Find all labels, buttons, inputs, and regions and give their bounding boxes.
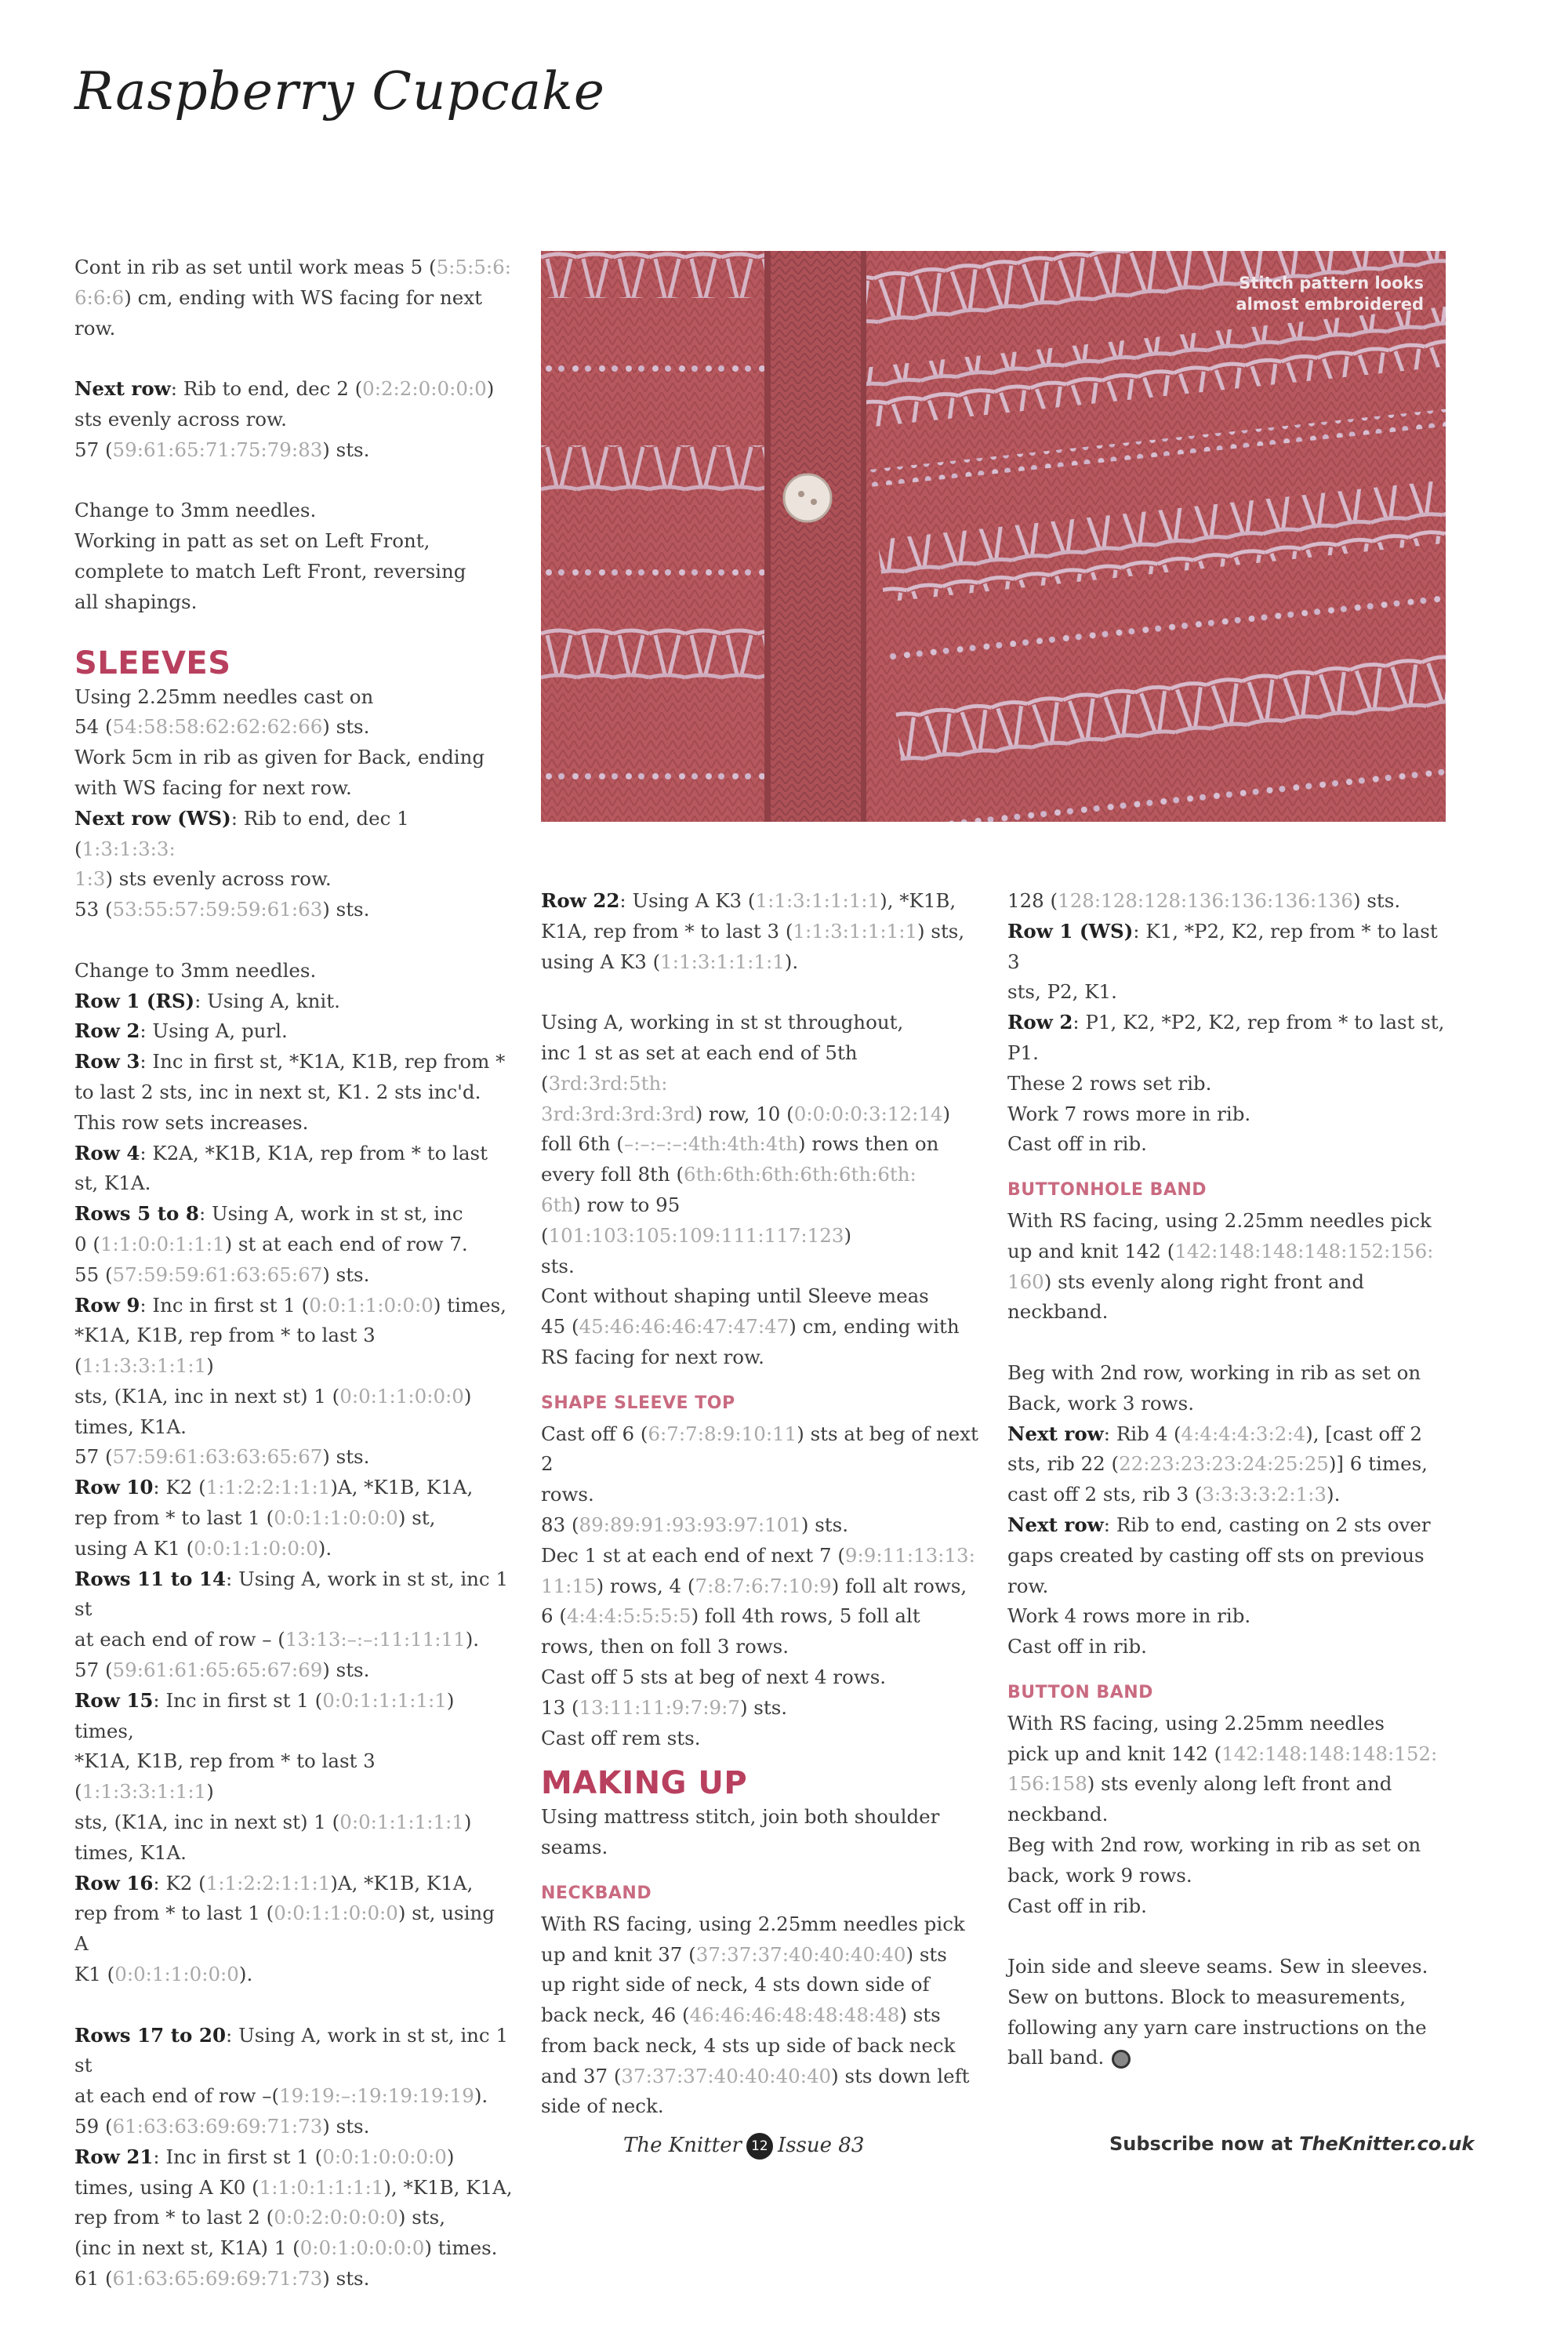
bold-label: Row 3 (74, 1050, 140, 1073)
bold-label: Row 2 (74, 1019, 140, 1043)
size-values: 1:1:0:1:1:1:1 (259, 2175, 384, 2199)
size-values: 0:0:1:1:0:0:0 (339, 1384, 464, 1408)
size-values: 142:148:148:148:152:156: (1174, 1239, 1434, 1262)
bold-label: Row 1 (RS) (74, 989, 195, 1012)
size-values: 1:3 (74, 867, 106, 891)
size-values: 59:61:65:71:75:79:83 (112, 438, 323, 461)
size-values: 11:15 (541, 1574, 597, 1597)
size-values: 13:13:–:–:11:11:11 (285, 1628, 466, 1651)
paragraph: Next row: Rib to end, dec 2 (0:2:2:0:0:0:0) sts evenly across row. 57 (59:61:65:71:75:79:83) sts. (74, 377, 495, 461)
photo-caption (1236, 273, 1424, 315)
page-title: Raspberry Cupcake (74, 61, 605, 122)
caption-line: Stitch pattern looks (1239, 274, 1424, 292)
size-values: 6:6:6 (74, 285, 125, 309)
paragraph: Change to 3mm needles. Working in patt as set on Left Front, complete to match Left Front, reversing all shapings. (74, 499, 466, 613)
size-values: 37:37:37:40:40:40:40 (621, 2064, 832, 2087)
bold-label: Next row (WS) (74, 806, 231, 830)
size-values: 0:0:1:0:0:0:0 (322, 2145, 447, 2168)
bold-label: Rows 5 to 8 (74, 1202, 199, 1226)
bold-label: Rows 17 to 20 (74, 2023, 227, 2047)
size-values: 61:63:63:69:69:71:73 (112, 2115, 323, 2138)
paragraph: Using mattress stitch, join both shoulder seams. (541, 1805, 940, 1859)
size-values: 46:46:46:48:48:48:48 (689, 2003, 900, 2027)
bold-label: Next row (1007, 1513, 1104, 1536)
bold-label: Row 10 (74, 1476, 154, 1499)
size-values: 0:0:1:1:1:1:1 (322, 1688, 447, 1712)
bold-label: Next row (74, 377, 171, 401)
paragraph (1007, 1952, 1446, 2073)
size-values: 61:63:65:69:69:71:73 (112, 2267, 323, 2290)
section-heading-sleeves: SLEEVES (74, 645, 231, 681)
size-values: 160 (1007, 1270, 1044, 1293)
size-values: 19:19:–:19:19:19:19 (279, 2084, 474, 2108)
size-values: 3:3:3:3:2:1:3 (1202, 1483, 1327, 1506)
column-2 (541, 886, 980, 2152)
size-values: 1:1:3:1:1:1:1 (660, 950, 785, 973)
size-values: 37:37:37:40:40:40:40 (695, 1942, 906, 1966)
paragraph: With RS facing, using 2.25mm needles pick up and knit 142 (142:148:148:148:152:156: 160) sts evenly along right front and neckband. (1007, 1208, 1434, 1324)
size-values: 6th:6th:6th:6th:6th:6th: (684, 1163, 916, 1186)
bold-label: Rows 11 to 14 (74, 1567, 227, 1590)
size-values: 57:59:61:63:63:65:67 (112, 1445, 323, 1469)
section-heading-shape-sleeve-top: SHAPE SLEEVE TOP (541, 1393, 735, 1413)
size-values: 0:0:1:1:0:0:0 (309, 1293, 434, 1317)
size-values: 1:1:0:0:1:1:1 (100, 1232, 225, 1255)
footer-subscribe (1109, 2133, 1474, 2155)
size-values: 59:61:61:65:65:67:69 (112, 1658, 323, 1682)
end-mark-icon (1112, 2050, 1131, 2069)
caption-line: almost embroidered (1236, 295, 1424, 314)
size-values: 57:59:59:61:63:65:67 (112, 1262, 323, 1286)
size-values: 156:158 (1007, 1772, 1087, 1796)
size-values: 0:0:1:1:0:0:0 (274, 1506, 398, 1530)
photo-illustration (541, 251, 1446, 822)
subscribe-text: Subscribe now at (1109, 2133, 1293, 2155)
size-values: 1:3:1:3:3: (82, 837, 176, 860)
section-heading-buttonhole-band: BUTTONHOLE BAND (1007, 1180, 1207, 1201)
paragraph: Cast off 6 (6:7:7:8:9:10:11) sts at beg of next 2 rows. 83 (89:89:91:93:93:97:101) sts. Dec 1 st at each end of next 7 (9:9:11:13:13: 11:15) rows, 4 (7:8:7:6:7:10:9) foll alt rows, 6 (4:4:4:5:5:5:5) foll 4th rows, 5 foll alt rows, then on foll 3 rows. Cast off 5 sts at beg of next 4 rows. 13 (13:11:11:9:7:9:7) sts. Cast off rem sts. (541, 1422, 978, 1749)
bold-label: Row 15 (74, 1688, 154, 1712)
size-values: 6:7:7:8:9:10:11 (648, 1422, 797, 1445)
size-values: 0:0:2:0:0:0:0 (274, 2206, 398, 2229)
paragraph: Beg with 2nd row, working in rib as set on Back, work 3 rows. Next row: Rib 4 (4:4:4:4:3:2:4), [cast off 2 sts, rib 22 (22:23:23:23:24:25:25)] 6 times, cast off 2 sts, rib 3 (3:3:3:3:2:1:3). Next row: Rib to end, casting on 2 sts over gaps created by casting off sts on previous row. Work 4 rows more in rib. Cast off in rib. (1007, 1360, 1431, 1658)
bold-label: Row 2 (1007, 1011, 1073, 1034)
knitted-fabric-photo (541, 251, 1446, 822)
bold-label: Row 22 (541, 889, 620, 912)
size-values: 1:1:3:1:1:1:1 (793, 919, 918, 943)
size-values: 1:1:3:1:1:1:1 (755, 889, 880, 912)
bold-label: Row 1 (WS) (1007, 919, 1134, 943)
size-values: 6th (541, 1193, 574, 1216)
size-values: 9:9:11:13:13: (844, 1543, 975, 1567)
size-values: 22:23:23:23:24:25:25 (1119, 1452, 1329, 1476)
size-values: 142:148:148:148:152: (1221, 1742, 1438, 1765)
size-values: 45:46:46:46:47:47:47 (579, 1315, 789, 1339)
paragraph: Change to 3mm needles. Row 1 (RS): Using A, knit. Row 2: Using A, purl. Row 3: Inc in first st, *K1A, K1B, rep from * to last 2 sts, inc in next st, K1. 2 sts inc'd. This row sets increases. Row 4: K2A, *K1B, K1A, rep from * to last st, K1A. Rows 5 to 8: Using A, work in st st, inc 0 (1:1:0:0:1:1:1) st at each end of row 7. 55 (57:59:59:61:63:65:67) sts. Row 9: Inc in first st 1 (0:0:1:1:0:0:0) times, *K1A, K1B, rep from * to last 3 (1:1:3:3:1:1:1) sts, (K1A, inc in next st) 1 (0:0:1:1:0:0:0) times, K1A. 57 (57:59:61:63:63:65:67) sts. Row 10: K2 (1:1:2:2:1:1:1)A, *K1B, K1A, rep from * to last 1 (0:0:1:1:0:0:0) st, using A K1 (0:0:1:1:0:0:0). Rows 11 to 14: Using A, work in st st, inc 1 st at each end of row – (13:13:–:–:11:11:11). 57 (59:61:61:65:65:67:69) sts. Row 15: Inc in first st 1 (0:0:1:1:1:1:1) times, *K1A, K1B, rep from * to last 3 (1:1:3:3:1:1:1) sts, (K1A, inc in next st) 1 (0:0:1:1:1:1:1) times, K1A. Row 16: K2 (1:1:2:2:1:1:1)A, *K1B, K1A, rep from * to last 1 (0:0:1:1:0:0:0) st, using A K1 (0:0:1:1:0:0:0). (74, 958, 509, 1986)
paragraph: Row 22: Using A K3 (1:1:3:1:1:1:1), *K1B, K1A, rep from * to last 3 (1:1:3:1:1:1:1) sts, using A K3 (1:1:3:1:1:1:1). (541, 889, 965, 973)
size-values: 0:2:2:0:0:0:0 (362, 377, 487, 401)
size-values: 13:11:11:9:7:9:7 (579, 1695, 740, 1719)
size-values: –:–:–:–:4th:4th:4th (623, 1132, 799, 1156)
paragraph: Rows 17 to 20: Using A, work in st st, inc 1 st at each end of row –(19:19:–:19:19:19:19). 59 (61:63:63:69:69:71:73) sts. Row 21: Inc in first st 1 (0:0:1:0:0:0:0) times, using A K0 (1:1:0:1:1:1:1), *K1B, K1A, rep from * to last 2 (0:0:2:0:0:0:0) sts, (inc in next st, K1A) 1 (0:0:1:0:0:0:0) times. 61 (61:63:65:69:69:71:73) sts. (74, 2023, 513, 2290)
size-values: 0:0:1:1:0:0:0 (274, 1902, 398, 1925)
size-values: 7:8:7:6:7:10:9 (695, 1574, 832, 1597)
paragraph: Cont in rib as set until work meas 5 (5:5:5:6: 6:6:6) cm, ending with WS facing for next row. (74, 256, 511, 340)
size-values: 3rd:3rd:5th: (548, 1071, 668, 1095)
page-number-badge: 12 (746, 2133, 773, 2160)
bold-label: Row 21 (74, 2145, 154, 2168)
paragraph: With RS facing, using 2.25mm needles pick up and knit 37 (37:37:37:40:40:40:40) sts up right side of neck, 4 sts down side of back neck, 46 (46:46:46:48:48:48:48) sts from back neck, 4 sts up side of back neck and 37 (37:37:37:40:40:40:40) sts down left side of neck. (541, 1912, 970, 2118)
size-values: 1:1:3:3:1:1:1 (82, 1780, 207, 1804)
section-heading-button-band: BUTTON BAND (1007, 1682, 1153, 1702)
paragraph: With RS facing, using 2.25mm needles pick up and knit 142 (142:148:148:148:152: 156:158) sts evenly along left front and neckband. Beg with 2nd row, working in rib as set on back, work 9 rows. Cast off in rib. (1007, 1711, 1438, 1917)
size-values: 5:5:5:6: (436, 256, 511, 278)
closing-text: Join side and sleeve seams. Sew in sleeves. Sew on buttons. Block to measurements, following any yarn care instructions on the ball band. (1007, 1955, 1428, 2069)
size-values: 3rd:3rd:3rd:3rd (541, 1102, 695, 1125)
size-values: 101:103:105:109:111:117:123 (548, 1223, 844, 1247)
size-values: 0:0:1:1:0:0:0 (194, 1536, 318, 1560)
size-values: 1:1:2:2:1:1:1 (205, 1476, 331, 1499)
paragraph: Using 2.25mm needles cast on 54 (54:58:58:62:62:62:66) sts. Work 5cm in rib as given for Back, ending with WS facing for next row. Next row (WS): Rib to end, dec 1 (1:3:1:3:3: 1:3) sts evenly across row. 53 (53:55:57:59:59:61:63) sts. (74, 685, 485, 921)
size-values: 0:0:1:0:0:0:0 (299, 2236, 425, 2260)
size-values: 53:55:57:59:59:61:63 (112, 898, 323, 921)
footer-magazine (623, 2133, 864, 2160)
column-1 (74, 252, 514, 2325)
size-values: 4:4:4:4:3:2:4 (1181, 1422, 1306, 1445)
section-heading-making-up: MAKING UP (541, 1765, 748, 1802)
size-values: 0:0:0:0:3:12:14 (793, 1102, 943, 1125)
size-values: 4:4:4:5:5:5:5 (566, 1604, 691, 1628)
issue-number: Issue 83 (777, 2134, 865, 2157)
size-values: 89:89:91:93:93:97:101 (579, 1513, 801, 1536)
bold-label: Row 16 (74, 1871, 154, 1895)
button-illustration (784, 474, 831, 521)
size-values: 0:0:1:1:0:0:0 (114, 1963, 239, 1986)
paragraph: Using A, working in st st throughout, inc 1 st as set at each end of 5th (3rd:3rd:5th: 3rd:3rd:3rd:3rd) row, 10 (0:0:0:0:3:12:14) foll 6th (–:–:–:–:4th:4th:4th) rows then on every foll 8th (6th:6th:6th:6th:6th:6th: 6th) row to 95 (101:103:105:109:111:117:123) sts. Cont without shaping until Sleeve meas 45 (45:46:46:46:47:47:47) cm, ending with RS facing for next row. (541, 1011, 960, 1368)
paragraph: 128 (128:128:128:136:136:136:136) sts. Row 1 (WS): K1, *P2, K2, rep from * to last 3 sts, P2, K1. Row 2: P1, K2, *P2, K2, rep from * to last st, P1. These 2 rows set rib. Work 7 rows more in rib. Cast off in rib. (1007, 889, 1445, 1156)
size-values: 1:1:2:2:1:1:1 (205, 1871, 331, 1895)
site-link[interactable]: TheKnitter.co.uk (1299, 2133, 1475, 2155)
bold-label: Row 9 (74, 1293, 140, 1317)
bold-label: Next row (1007, 1422, 1104, 1445)
size-values: 0:0:1:1:1:1:1 (339, 1811, 464, 1834)
section-heading-neckband: NECKBAND (541, 1883, 652, 1903)
size-values: 1:1:3:3:1:1:1 (82, 1354, 207, 1378)
size-values: 54:58:58:62:62:62:66 (112, 715, 323, 739)
magazine-name: The Knitter (623, 2134, 742, 2157)
column-3 (1007, 886, 1446, 2104)
bold-label: Row 4 (74, 1141, 140, 1164)
size-values: 128:128:128:136:136:136:136 (1058, 889, 1353, 912)
